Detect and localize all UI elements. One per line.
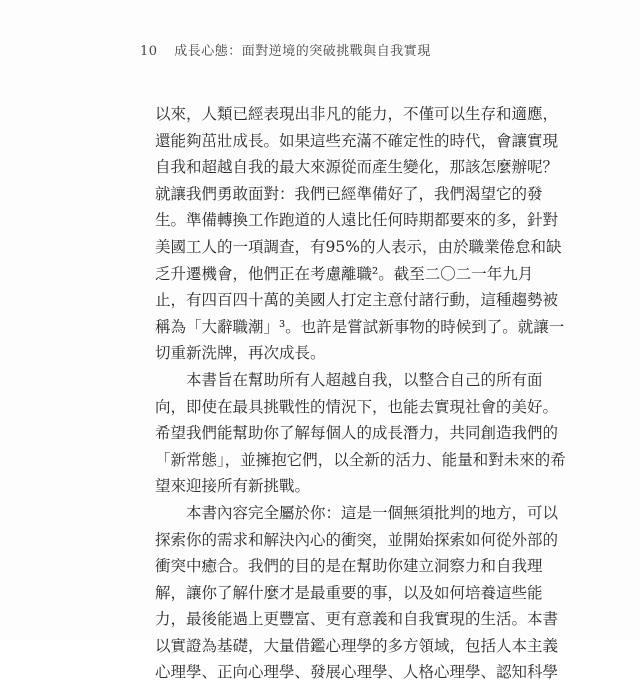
body-text <box>155 101 566 686</box>
text-line: 稱為「大辭職潮」³。也許是嘗試新事物的時候到了。就讓一 <box>155 317 565 336</box>
text-line: 以來，人類已經表現出非凡的能力，不僅可以生存和適應， <box>155 105 559 123</box>
text-line: 探索你的需求和解決內心的衝突，並開始探索如何從外部的 <box>155 530 559 549</box>
text-line: 望來迎接所有新挑戰。 <box>155 477 311 496</box>
text-line: 乏升遷機會，他們正在考慮離職²。截至二〇二一年九月 <box>155 264 534 283</box>
text-line: 美國工人的一項調查，有95%的人表示，由於職業倦怠和缺 <box>155 237 562 256</box>
text-line: 還能夠茁壯成長。如果這些充滿不確定性的時代，會讓實現 <box>155 131 559 150</box>
text-line: 切重新洗牌，再次成長。 <box>155 344 326 363</box>
text-line: 衝突中癒合。我們的目的是在幫助你建立洞察力和自我理 <box>155 557 543 576</box>
text-line: 自我和超越自我的最大來源從而產生變化，那該怎麼辦呢？ <box>155 158 559 177</box>
text-line: 向，即使在最具挑戰性的情況下，也能去實現社會的美好。 <box>155 397 559 416</box>
paragraph-first-line: 本書內容完全屬於你：這是一個無須批判的地方，可以 <box>186 503 559 522</box>
text-line: 解，讓你了解什麼才是最重要的事，以及如何培養這些能 <box>155 583 543 602</box>
text-line: 希望我們能幫助你了解每個人的成長潛力，共同創造我們的 <box>155 424 559 443</box>
text-line: 心理學、正向心理學、發展心理學、人格心理學、認知科學 <box>155 663 559 682</box>
page-number: 10 <box>140 44 158 59</box>
text-line: 「新常態」，並擁抱它們，以全新的活力、能量和對未來的希 <box>155 450 566 469</box>
running-header <box>140 40 431 59</box>
text-line: 止，有四百四十萬的美國人打定主意付諸行動，這種趨勢被 <box>155 291 559 310</box>
text-line: 生。準備轉換工作跑道的人遠比任何時期都要來的多，針對 <box>155 211 559 230</box>
text-line: 力，最後能過上更豐富、更有意義和自我實現的生活。本書 <box>155 610 559 629</box>
paragraph-first-line: 本書旨在幫助所有人超越自我，以整合自己的所有面 <box>186 370 543 389</box>
text-line: 就讓我們勇敢面對：我們已經準備好了，我們渴望它的發 <box>155 184 543 203</box>
text-line: 以實證為基礎，大量借鑑心理學的多方領域，包括人本主義 <box>155 636 559 655</box>
chapter-title: 成長心態：面對逆境的突破挑戰與自我實現 <box>174 44 431 59</box>
